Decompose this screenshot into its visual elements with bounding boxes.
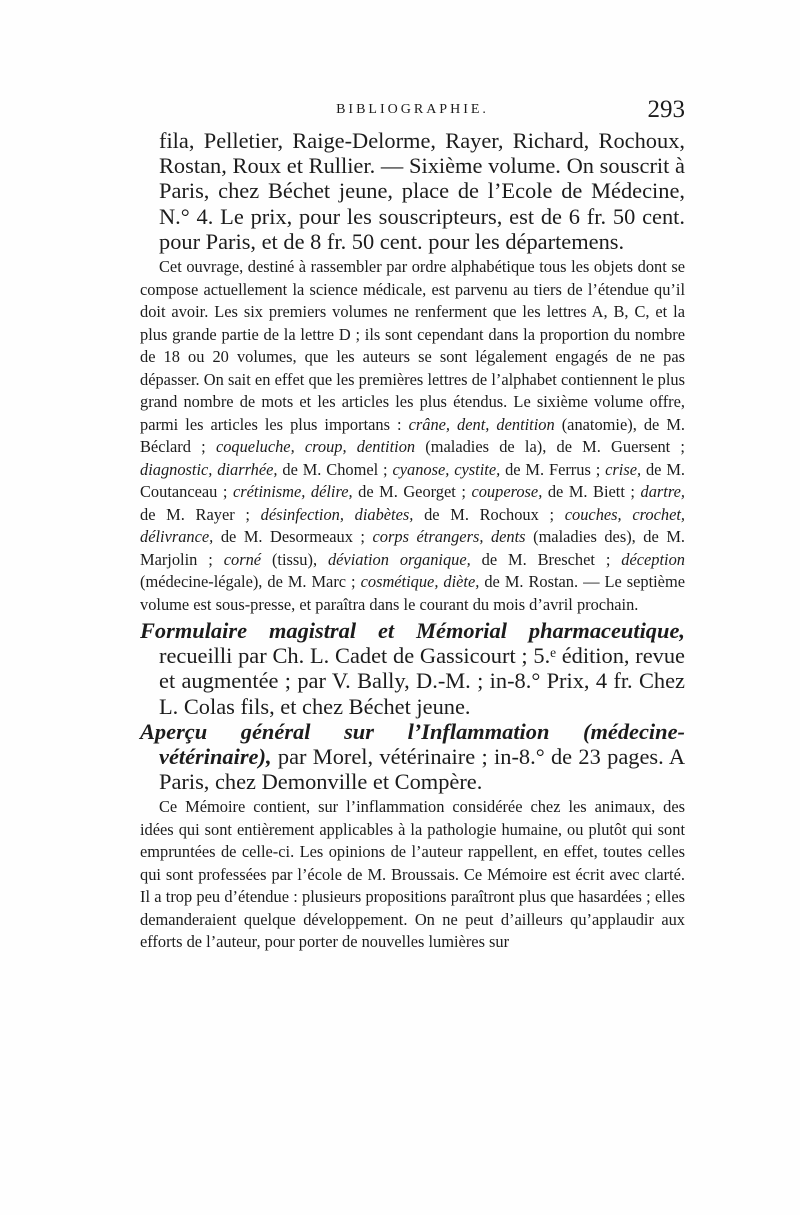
bibliography-entry-continuation: fila, Pelletier, Raige-Delorme, Rayer, Richard, Rochoux, Rostan, Roux et Rullier. — Sixième volume. On souscrit à Paris, chez Béchet jeune, place de l’Ecole de Médecine, N.° 4. Le prix, pour les souscripteurs, est de 6 fr. 50 cent. pour Paris, et de 8 fr. 50 cent. pour les départemens. [159, 128, 685, 254]
article-terms: cosmétique, diète, [360, 572, 480, 592]
article-terms: crise, [605, 459, 642, 479]
note-text: (anatomie), de M. Béclard ; [140, 414, 686, 457]
note-text: (tissu), [261, 549, 328, 569]
running-title: BIBLIOGRAPHIE. [336, 102, 489, 117]
note-text: de M. Georget ; [352, 482, 472, 502]
note-text: de M. Coutanceau ; [140, 459, 685, 502]
article-terms: crétinisme, délire, [232, 482, 353, 502]
article-terms: coqueluche, croup, dentition [215, 437, 416, 457]
article-terms: crâne, dent, dentition [408, 414, 555, 434]
bibliography-entry-formulaire [140, 618, 685, 719]
note-text: Cet ouvrage, destiné à rassembler par ordre alphabétique tous les objets dont se compose actuellement la science médicale, est parvenu au tiers de l’étendue qu’il doit avoir. Les six premiers volumes ne renferment que les lettres A, B, C, et la plus grande partie de la lettre D ; ils sont cependant dans la proportion du nombre de 18 ou 20 volumes, que les auteurs se sont légalement engagés de ne pas dépasser. On sait en effet que les premières lettres de l’alphabet contiennent le plus grand nombre de mots et les articles les plus étendus. Le sixième volume offre, parmi les articles les plus importans : [140, 257, 685, 434]
article-terms: diagnostic, diarrhée, [140, 459, 278, 479]
note-text: de M. Rostan. — Le septième volume est sous-presse, et paraîtra dans le courant du mois d’avril prochain. [140, 572, 685, 614]
article-terms: couperose, [471, 482, 543, 502]
entry-details: par Morel, vétérinaire ; in-8.° de 23 pages. A Paris, chez Demonville et Compère. [159, 744, 685, 795]
review-note-inflammation: Ce Mémoire contient, sur l’inflammation considérée chez les animaux, des idées qui sont entièrement applicables à la pathologie humaine, ou plutôt qui sont empruntées de celle-ci. Les opinions de l’auteur rappellent, en effet, toutes celles qui sont professées par l’école de M. Broussais. Ce Mémoire est écrit avec clarté. Il a trop peu d’étendue : plusieurs propositions paraîtront plus que hasardées ; elles demanderaient quelque développement. On ne peut d’ailleurs qu’applaudir aux efforts de l’auteur, pour porter de nouvelles lumières sur [140, 797, 685, 952]
note-text: (maladies de la), de M. Guersent ; [415, 437, 685, 457]
review-note-dictionary [140, 256, 685, 616]
note-text: de M. Ferrus ; [500, 459, 606, 479]
note-text: de M. Biett ; [542, 482, 641, 502]
article-terms: déception [621, 549, 685, 569]
article-terms: corné [223, 549, 262, 569]
note-text: de M. Rayer ; [140, 504, 261, 524]
note-text: de M. Desormeaux ; [213, 527, 373, 547]
note-text: (maladies des), de M. Marjolin ; [140, 527, 685, 569]
page-body [140, 128, 685, 954]
note-text: de M. Breschet ; [470, 549, 622, 569]
article-terms: cyanose, cystite, [392, 459, 501, 479]
bibliography-entry-inflammation [140, 719, 685, 795]
note-text: de M. Rochoux ; [413, 504, 565, 524]
note-text: (médecine-légale), de M. Marc ; [140, 572, 361, 592]
article-terms: couches, crochet, délivrance, [140, 504, 685, 547]
book-title: Aperçu général sur l’Inflammation (médecine-vétérinaire), [140, 718, 685, 770]
article-terms: déviation organique, [327, 549, 471, 569]
article-terms: corps étrangers, dents [372, 527, 526, 547]
note-text: de M. Chomel ; [277, 459, 393, 479]
entry-details: recueilli par Ch. L. Cadet de Gassicourt ; 5.ᵉ édition, revue et augmentée ; par V. Bally, D.-M. ; in-8.° Prix, 4 fr. Chez L. Colas fils, et chez Béchet jeune. [159, 643, 685, 719]
book-title: Formulaire magistral et Mémorial pharmaceutique, [140, 618, 685, 644]
page-header [140, 96, 685, 126]
article-terms: désinfection, diabètes, [260, 504, 414, 524]
page-number: 293 [647, 96, 685, 123]
article-terms: dartre, [640, 482, 685, 502]
